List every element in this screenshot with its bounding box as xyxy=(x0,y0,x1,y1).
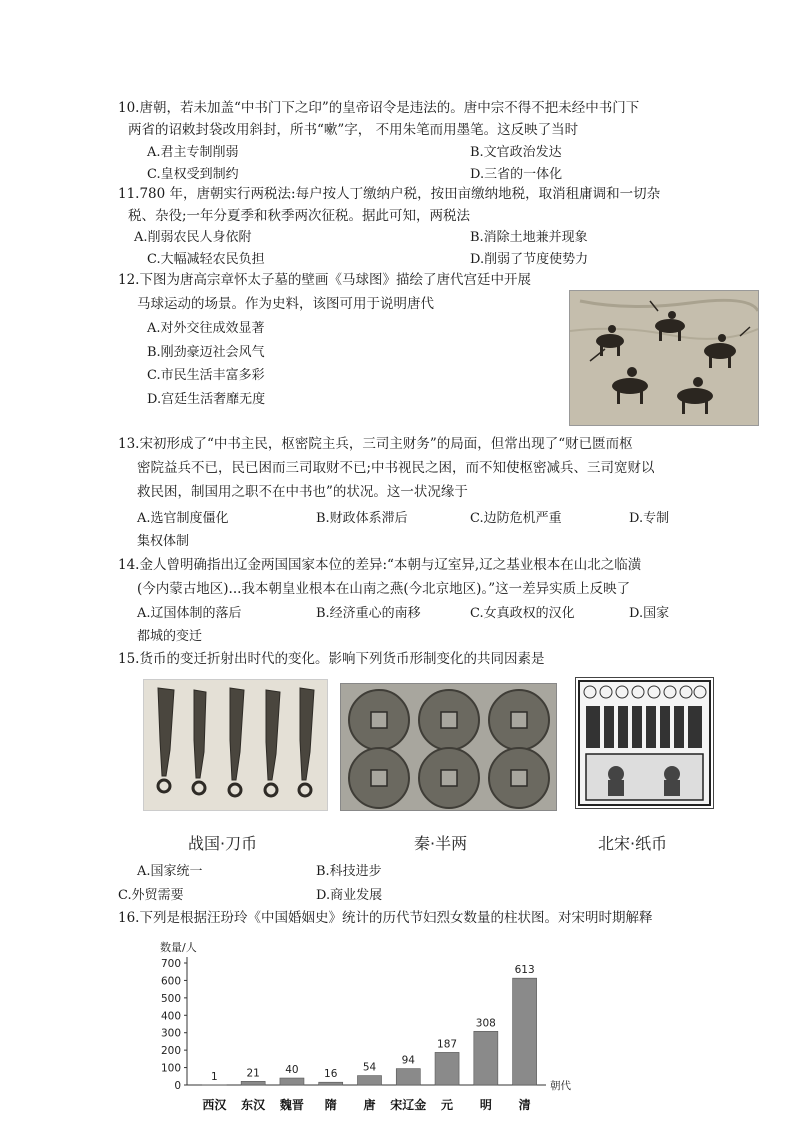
bar xyxy=(474,1031,498,1085)
y-tick-label: 500 xyxy=(160,992,181,1005)
q12-option-a: A.对外交往成效显著 xyxy=(147,321,265,336)
bar xyxy=(396,1069,420,1085)
q13-option-d: D.专制 xyxy=(629,511,670,526)
y-tick-label: 700 xyxy=(160,958,181,970)
q13-option-c: C.边防危机严重 xyxy=(470,511,562,526)
caption-knife-coin: 战国·刀币 xyxy=(188,834,258,853)
q10-option-c: C.皇权受到制约 xyxy=(147,167,239,182)
knife-coin-image xyxy=(143,679,328,811)
bar-value-label: 187 xyxy=(437,1038,458,1051)
q13-option-d-wrap: 集权体制 xyxy=(137,534,190,549)
category-label: 西汉 xyxy=(202,1098,227,1112)
y-axis-label: 数量/人 xyxy=(160,941,197,954)
q10-option-a: A.君主专制削弱 xyxy=(147,145,239,160)
q13-option-a: A.选官制度僵化 xyxy=(137,511,229,526)
q12-stem-line1: 12.下图为唐高宗章怀太子墓的壁画《马球图》描绘了唐代宫廷中开展 xyxy=(118,272,531,288)
q14-option-d: D.国家 xyxy=(629,606,670,621)
category-label: 唐 xyxy=(363,1098,376,1112)
q13-stem-line2: 密院益兵不已，民已困而三司取财不已;中书视民之困，而不知使枢密减兵、三司宽财以 xyxy=(137,460,655,476)
y-tick-label: 100 xyxy=(160,1062,181,1075)
category-label: 明 xyxy=(479,1098,492,1112)
paper-money-image xyxy=(575,677,714,809)
bar-value-label: 613 xyxy=(514,964,535,977)
category-label: 东汉 xyxy=(241,1098,266,1112)
q13-stem-line1: 13.宋初形成了“中书主民，枢密院主兵，三司主财务”的局面，但常出现了“财已匮而枢 xyxy=(118,436,633,452)
q12-option-b: B.刚劲豪迈社会风气 xyxy=(147,345,265,360)
bar xyxy=(357,1076,381,1085)
category-label: 元 xyxy=(441,1098,454,1112)
polo-painting-image xyxy=(569,290,759,426)
q16-stem: 16.下列是根据汪玢玲《中国婚姻史》统计的历代节妇烈女数量的柱状图。对宋明时期解释 xyxy=(118,910,653,926)
bar-value-label: 21 xyxy=(246,1067,260,1080)
bar-value-label: 94 xyxy=(401,1054,415,1067)
q14-option-c: C.女真政权的汉化 xyxy=(470,606,575,621)
q14-stem-line2: (今内蒙古地区)...我本朝皇业根本在山南之燕(今北京地区)。”这一差异实质上反映了 xyxy=(137,581,631,597)
y-tick-label: 600 xyxy=(160,975,181,988)
bar xyxy=(241,1081,265,1085)
q15-option-b: B.科技进步 xyxy=(316,864,382,879)
caption-ban-liang: 秦·半两 xyxy=(414,834,468,853)
q10-option-d: D.三省的一体化 xyxy=(470,167,563,182)
y-tick-label: 400 xyxy=(160,1010,181,1023)
x-axis-label: 朝代 xyxy=(550,1080,571,1092)
y-tick-label: 200 xyxy=(160,1045,181,1058)
bar-value-label: 308 xyxy=(475,1017,496,1030)
q11-option-b: B.消除土地兼并现象 xyxy=(470,230,588,245)
q10-option-b: B.文官政治发达 xyxy=(470,145,562,160)
category-label: 魏晋 xyxy=(279,1098,304,1112)
ban-liang-coin-image xyxy=(340,683,557,811)
bar-value-label: 1 xyxy=(211,1070,218,1083)
bar-value-label: 40 xyxy=(285,1064,299,1077)
q12-option-c: C.市民生活丰富多彩 xyxy=(147,368,265,383)
q13-stem-line3: 救民困，制国用之职不在中书也”的状况。这一状况缘于 xyxy=(137,484,468,500)
q11-option-a: A.削弱农民人身依附 xyxy=(134,230,252,245)
bar xyxy=(319,1082,343,1085)
y-tick-label: 0 xyxy=(174,1080,181,1092)
category-label: 隋 xyxy=(324,1098,337,1112)
q15-option-c: C.外贸需要 xyxy=(118,888,184,903)
q13-option-b: B.财政体系滞后 xyxy=(316,511,408,526)
bar-value-label: 16 xyxy=(324,1068,338,1081)
q14-option-b: B.经济重心的南移 xyxy=(316,606,421,621)
bar xyxy=(435,1052,459,1085)
q14-stem-line1: 14.金人曾明确指出辽金两国国家本位的差异:“本朝与辽室异,辽之基业根本在山北之临潢 xyxy=(118,557,642,573)
q14-option-d-wrap: 都城的变迁 xyxy=(137,629,203,644)
category-label: 宋辽金 xyxy=(390,1098,427,1112)
q15-option-d: D.商业发展 xyxy=(316,888,383,903)
bar xyxy=(280,1078,304,1085)
bar xyxy=(513,978,537,1085)
q15-stem: 15.货币的变迁折射出时代的变化。影响下列货币形制变化的共同因素是 xyxy=(118,651,545,667)
q15-option-a: A.国家统一 xyxy=(137,864,203,879)
q11-option-d: D.削弱了节度使势力 xyxy=(470,252,589,267)
q11-stem-line2: 税、杂役;一年分夏季和秋季两次征税。据此可知，两税法 xyxy=(128,208,471,224)
q11-stem-line1: 11.780 年，唐朝实行两税法:每户按人丁缴纳户税，按田亩缴纳地税，取消租庸调和一切杂 xyxy=(118,186,661,202)
y-tick-label: 300 xyxy=(160,1027,181,1040)
bar-value-label: 54 xyxy=(362,1061,377,1074)
caption-paper-money: 北宋·纸币 xyxy=(598,834,668,853)
q14-option-a: A.辽国体制的落后 xyxy=(137,606,242,621)
q10-stem-line2: 两省的诏敕封袋改用斜封，所书“嗽”字， 不用朱笔而用墨笔。这反映了当时 xyxy=(128,122,579,138)
martyr-women-bar-chart xyxy=(150,935,590,1120)
q12-option-d: D.宫廷生活奢靡无度 xyxy=(147,392,266,407)
q11-option-c: C.大幅减轻农民负担 xyxy=(147,252,265,267)
q12-stem-line2: 马球运动的场景。作为史料，该图可用于说明唐代 xyxy=(137,296,434,312)
category-label: 清 xyxy=(518,1098,531,1112)
q10-stem-line1: 10.唐朝，若未加盖“中书门下之印”的皇帝诏令是违法的。唐中宗不得不把未经中书门下 xyxy=(118,100,640,116)
